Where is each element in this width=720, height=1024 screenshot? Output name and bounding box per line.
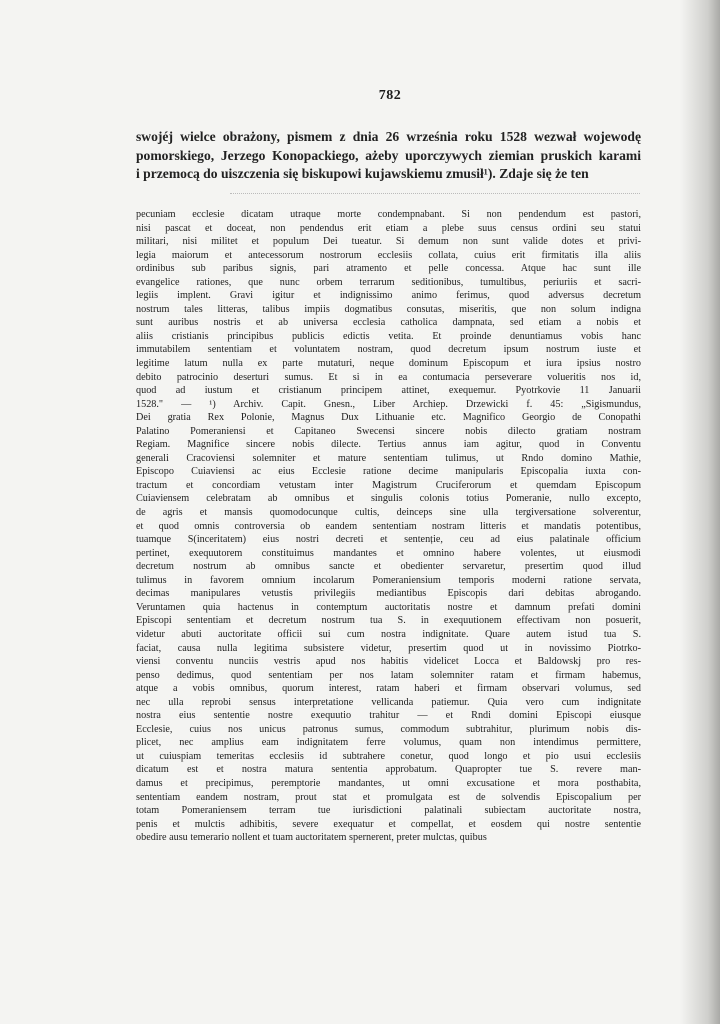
footnote-text (136, 208, 641, 845)
page-edge-shadow (680, 0, 720, 1024)
footnote-line: Episcopo Cuiaviensi ac eius Ecclesie ratione decime manipularis Episcopalia iuxta con- (136, 466, 641, 478)
footnote-line: Episcopi sententiam et decretum nostrum tua S. in exequutionem effectivam non posuerit, (136, 615, 641, 627)
footnote-line: sunt auribus nostris et ab universa ecclesia catholica dampnata, sed etiam a nobis et (136, 317, 641, 329)
main-text (136, 128, 641, 184)
footnote-line: generali Cracoviensi solemniter et mature sententiam tulimus, ut Rndo domino Mathie, (136, 452, 641, 464)
footnote-line: nisi pascat et doceat, non pendendus erit etiam a plebe suus census ordini seu statui (136, 222, 641, 234)
footnote-line: sententiam eandem nostram, prout stat et promulgata est de solvendis Episcopalium per (136, 791, 641, 803)
footnote-line: Regiam. Magnifice sincere nobis dilecte. Tertius annus iam agitur, quod in Conventu (136, 439, 641, 451)
footnote-line: quod ad iustum et cristianum principem attinet, exequemur. Pyotrkovie 11 Januarii (136, 385, 641, 397)
footnote-line: decimas manipulares vetustis privilegiis mediantibus Episcopis dari debitas abrogando. (136, 588, 641, 600)
footnote-line: et quod omnis controversia ob eandem sententiam nostram litteris et mandatis potentibus, (136, 520, 641, 532)
footnote-line: ut cuiuspiam temeritas ecclesiis id subtrahere conetur, quod longo et pio usui ecclesiis (136, 750, 641, 762)
footnote-line: 1528." — ¹) Archiv. Capit. Gnesn., Liber Archiep. Drzewicki f. 45: „Sigismundus, (136, 398, 641, 410)
footnote-line: plicet, nec amplius eam indignitatem ferre volumus, quam non intendimus permittere, (136, 737, 641, 749)
footnote-line: legitime latum nulla ex parte mutaturi, neque dominum Episcopum et iura ipsius nostro (136, 358, 641, 370)
footnote-line: obedire ausu temerario nollent et tuam auctoritatem spernerent, preter mulctas, quibus (136, 832, 487, 844)
main-text-line: i przemocą do uiszczenia się biskupowi kujawskiemu zmusił¹). Zdaje się że ten (136, 166, 589, 181)
footnote-line: Dei gratia Rex Polonie, Magnus Dux Lithuanie etc. Magnifico Georgio de Conopathi (136, 412, 641, 424)
footnote-line: videtur abuti auctoritate officii sui cum nostra indignitate. Quare autem istud tua S. (136, 628, 641, 640)
page-number: 782 (378, 88, 402, 103)
footnote-line: Ecclesie, cuius nos unicus patronus sumus, commodum subtrahitur, plurimum nobis dis- (136, 723, 641, 735)
footnote-line: penis et mulctis adhibitis, severe exequatur et compellat, et eosdem qui nostre sententie (136, 818, 641, 830)
footnote-line: pecuniam ecclesie dicatam utraque morte condempnabant. Si non pendendum est pastori, (136, 209, 641, 220)
main-text-line: pomorskiego, Jerzego Konopackiego, ażeby uporczywych ziemian pruskich karami (136, 147, 641, 163)
footnote-line: totam Pomeraniensem terram tue iurisdictioni palatinali subiectam auctoritate nostra, (136, 805, 641, 817)
footnote-line: tulimus in favorem omnium incolarum Pomeraniensium temporis moderni ratione servata, (136, 574, 641, 586)
footnote-line: decretum nostrum ab omnibus sancte et obedienter servaretur, presertim quod illud (136, 561, 641, 573)
footnote-line: nec ulla reprobi sensus interpretatione vellicanda patiemur. Quia vero cum indignitate (136, 696, 641, 708)
footnote-line: dicatum est et nostra matura sententia approbatum. Quapropter tue S. revere man- (136, 764, 641, 776)
footnote-line: Veruntamen quia hactenus in contemptum auctoritatis nostre et damnum prefati domini (136, 601, 641, 613)
footnote-line: penso dedimus, quod sententiam per nos latam solemniter ratam et firmam habemus, (136, 669, 641, 681)
footnote-line: pertinet, exequutorem constituimus mandantes et omnino habere volentes, ut eiusmodi (136, 547, 641, 559)
main-text-line: swojéj wielce obrażony, pismem z dnia 26 września roku 1528 wezwał wojewodę (136, 129, 641, 144)
footnote-line: militari, nisi militet et populum Dei tueatur. Si demum non sunt valide dotes et privi- (136, 236, 641, 248)
footnote-line: nostrum tales litteras, talibus impiis dogmatibus consutas, miseritis, que non solum indigna (136, 303, 641, 315)
footnote-line: Palatino Pomeraniensi et Capitaneo Swecensi sincere nobis dilecto gratiam nostram (136, 425, 641, 437)
footnote-line: debito patrocinio deserturi sumus. Et si in ea contumacia perseverare volueritis nos id, (136, 371, 641, 383)
footnote-line: viensi conventu nunciis vestris apud nos habitis videlicet Locca et Baldowskj pro res- (136, 656, 641, 668)
footnote-line: immutabilem sententiam et voluntatem nostram, quod decretum ipsum nostrum iuste et (136, 344, 641, 356)
footnote-line: de agris et mansis quomodocunque cultis, deinceps sine ulla tergiversatione solverentur, (136, 507, 641, 519)
footnote-line: ordinibus sub paribus signis, pari atramento et pelle concessa. Atque hac sunt ille (136, 263, 641, 275)
footnote-separator (230, 193, 640, 194)
footnote-line: aliis cristianis principibus publicis edictis vetita. Et proinde denuntiamus vobis hanc (136, 330, 641, 342)
footnote-line: legia maiorum et antecessorum nostrorum ecclesiis collata, cuius erit firmitatis illa aliis (136, 249, 641, 261)
footnote-line: damus et precipimus, peremptorie mandantes, ut omni excusatione et mora posthabita, (136, 777, 641, 789)
footnote-line: nostra eius sententie nostre exequutio trahitur — et Rndi domini Episcopi eiusque (136, 710, 641, 722)
footnote-line: faciat, causa nulla legitima subsistere videtur, presertim quod ut in novissimo Piotrko- (136, 642, 641, 654)
footnote-line: evangelice rationes, que nunc orbem terrarum seditionibus, tumultibus, periuriis et sacri- (136, 276, 641, 288)
footnote-line: Cuiaviensem celebratam ab omnibus et singulis colonis totius Pomeranie, nullo excepto, (136, 493, 641, 505)
footnote-line: legiis implent. Gravi igitur et indignissimo animo ferimus, quod adversus decretum (136, 290, 641, 302)
footnote-line: tuamque S(inceritatem) eius nostri decreti et sentenție, ceu ad eius palatinale officium (136, 534, 641, 546)
footnote-line: atque a vobis omnibus, quorum interest, ratam haberi et firmam observari volumus, sed (136, 683, 641, 695)
footnote-line: tractum et concordiam vetustam inter Magistrum Cruciferorum et quemdam Episcopum (136, 479, 641, 491)
